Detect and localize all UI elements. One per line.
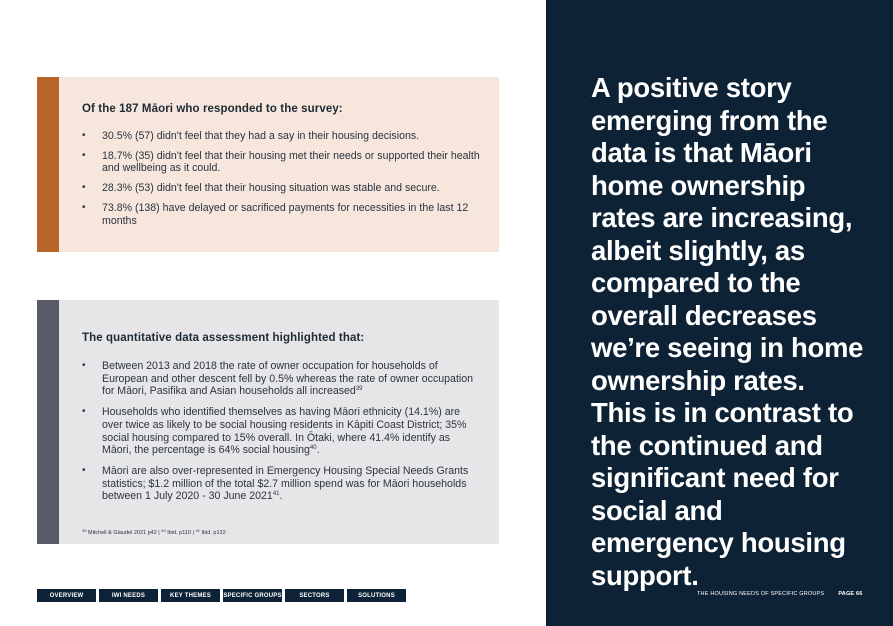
list-item-text: Between 2013 and 2018 the rate of owner occupation for households of European and other descent fell by 0.5% whereas the rate of owner occupation for Māori, Pasifika and Asian households all increased: [102, 360, 474, 398]
survey-heading: Of the 187 Māori who responded to the survey:: [82, 103, 343, 115]
list-item: • 73.8% (138) have delayed or sacrificed payments for necessities in the last 12 months: [82, 202, 482, 227]
survey-callout: [37, 77, 499, 252]
footnote-text: Ibid. p110 |: [165, 530, 196, 536]
footnote-text: Ibid. p132: [199, 530, 226, 536]
list-item-text: Māori are also over-represented in Emergency Housing Special Needs Grants statistics; $1.2 million of the total $2.7 million spend was for Māori households between 1 July 2020 - 30 June 2021: [102, 464, 469, 503]
nav-tab-overview[interactable]: OVERVIEW: [37, 589, 96, 602]
footnote-ref: 41: [272, 491, 280, 498]
nav-tab-sectors[interactable]: SECTORS: [285, 589, 344, 602]
footnote-number: 41: [195, 528, 200, 533]
list-item-text: Households who identified themselves as having Māori ethnicity (14.1%) are over twice as likely to be social housing residents in Kāpiti Coast District; 35% social housing compared to 15% overall. In Ōtaki, where 41.4% identify as Māori, the percentage is 64% social housing: [102, 406, 467, 457]
nav-tab-iwi-needs[interactable]: IWI NEEDS: [99, 589, 158, 602]
quote-panel: [546, 0, 893, 626]
list-item: [82, 406, 477, 457]
list-item: • 28.3% (53) didn't feel that their housing situation was stable and secure.: [82, 182, 482, 195]
list-item-punctuation: .: [316, 444, 320, 457]
list-item-punctuation: .: [279, 490, 283, 503]
nav-tab-key-themes[interactable]: KEY THEMES: [161, 589, 220, 602]
list-item: • 30.5% (57) didn't feel that they had a say in their housing decisions.: [82, 130, 482, 143]
quantitative-list: [82, 360, 477, 511]
list-item: [82, 465, 477, 503]
survey-list: [82, 130, 482, 234]
footnote-ref: 40: [309, 445, 317, 452]
footnote-text: Mitchell & Glaudel 2021 p42 |: [86, 530, 162, 536]
page-footer: [697, 591, 863, 597]
nav-tab-specific-groups[interactable]: SPECIFIC GROUPS: [223, 589, 282, 602]
accent-bar: [37, 77, 59, 252]
quantitative-callout: [37, 300, 499, 544]
footnote-ref: 39: [355, 386, 363, 393]
quantitative-heading: The quantitative data assessment highlighted that:: [82, 332, 365, 344]
pull-quote: A positive story emerging from the data is that Māori home ownership rates are increasing, albeit slightly, as compared to the overall decreases we’re seeing in home ownership rates. This is in contrast to the continued and significant need for social and emergency housing support.: [591, 72, 864, 591]
footnotes: [82, 530, 226, 536]
section-nav: [37, 589, 406, 602]
footnote-number: 39: [82, 528, 87, 533]
nav-tab-solutions[interactable]: SOLUTIONS: [347, 589, 406, 602]
accent-bar: [37, 300, 59, 544]
section-title: THE HOUSING NEEDS OF SPECIFIC GROUPS: [697, 591, 825, 597]
footnote-number: 40: [161, 528, 166, 533]
list-item: • 18.7% (35) didn't feel that their housing met their needs or supported their health and wellbeing as it could.: [82, 150, 482, 175]
list-item: [82, 360, 477, 398]
page-number: PAGE 66: [838, 591, 863, 597]
